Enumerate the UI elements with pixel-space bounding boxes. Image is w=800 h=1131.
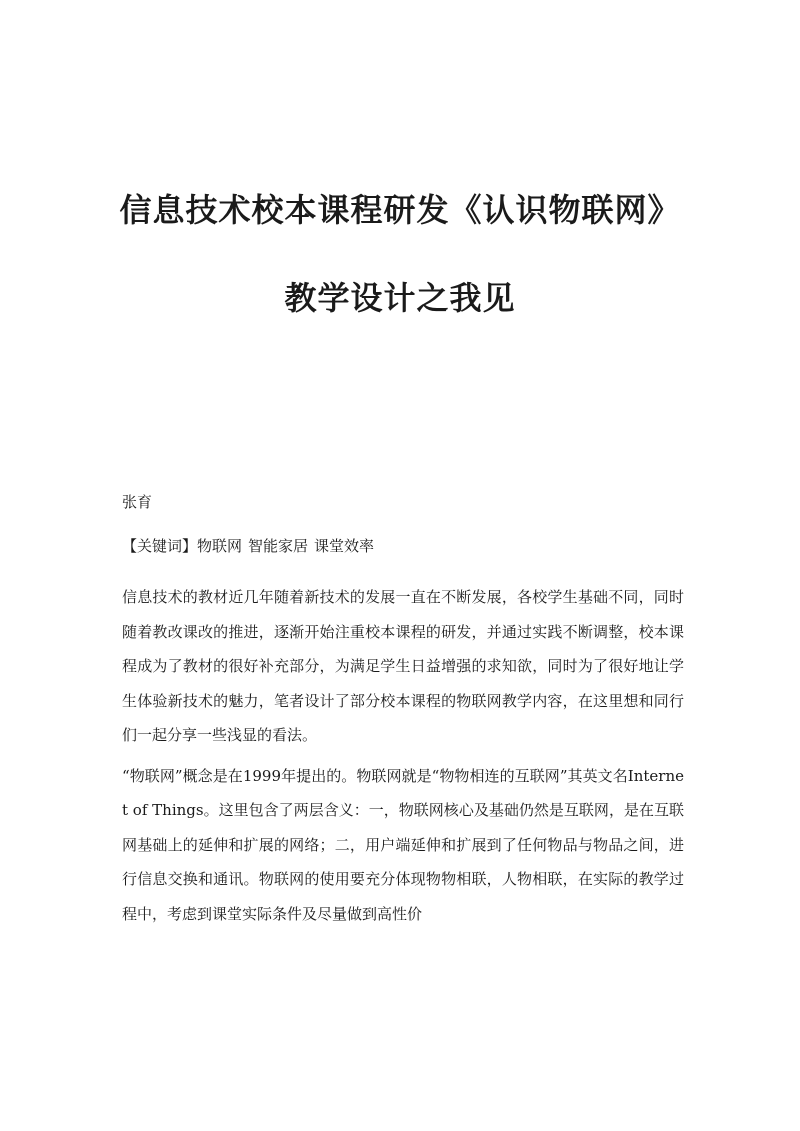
body-paragraph-2: “物联网”概念是在1999年提出的。物联网就是“物物相连的互联网”其英文名Internet of Things。这里包含了两层含义：一，物联网核心及基础仍然是互联网，是在互联网基础上的延伸和扩展的网络；二，用户端延伸和扩展到了任何物品与物品之间，进行信息交换和通讯。物联网的使用要充分体现物物相联，人物相联，在实际的教学过程中，考虑到课堂实际条件及尽量做到高性价	[122, 766, 684, 923]
author-name: 张育	[122, 493, 153, 511]
document-body	[122, 490, 684, 937]
keyword-term: 物联网	[197, 537, 243, 555]
keyword-term: 智能家居	[248, 537, 309, 555]
keywords-line	[122, 534, 684, 558]
keywords-label: 【关键词】	[122, 537, 198, 555]
title-line-1: 信息技术校本课程研发《认识物联网》	[119, 191, 681, 229]
keyword-term: 课堂效率	[314, 537, 375, 555]
body-paragraph-1: 信息技术的教材近几年随着新技术的发展一直在不断发展，各校学生基础不同，同时随着教改课改的推进，逐渐开始注重校本课程的研发，并通过实践不断调整，校本课程成为了教材的很好补充部分，为满足学生日益增强的求知欲，同时为了很好地让学生体验新技术的魅力，笔者设计了部分校本课程的物联网教学内容，在这里想和同行们一起分享一些浅显的看法。	[122, 588, 684, 744]
document-title	[0, 186, 800, 322]
title-line-2: 教学设计之我见	[284, 279, 516, 317]
